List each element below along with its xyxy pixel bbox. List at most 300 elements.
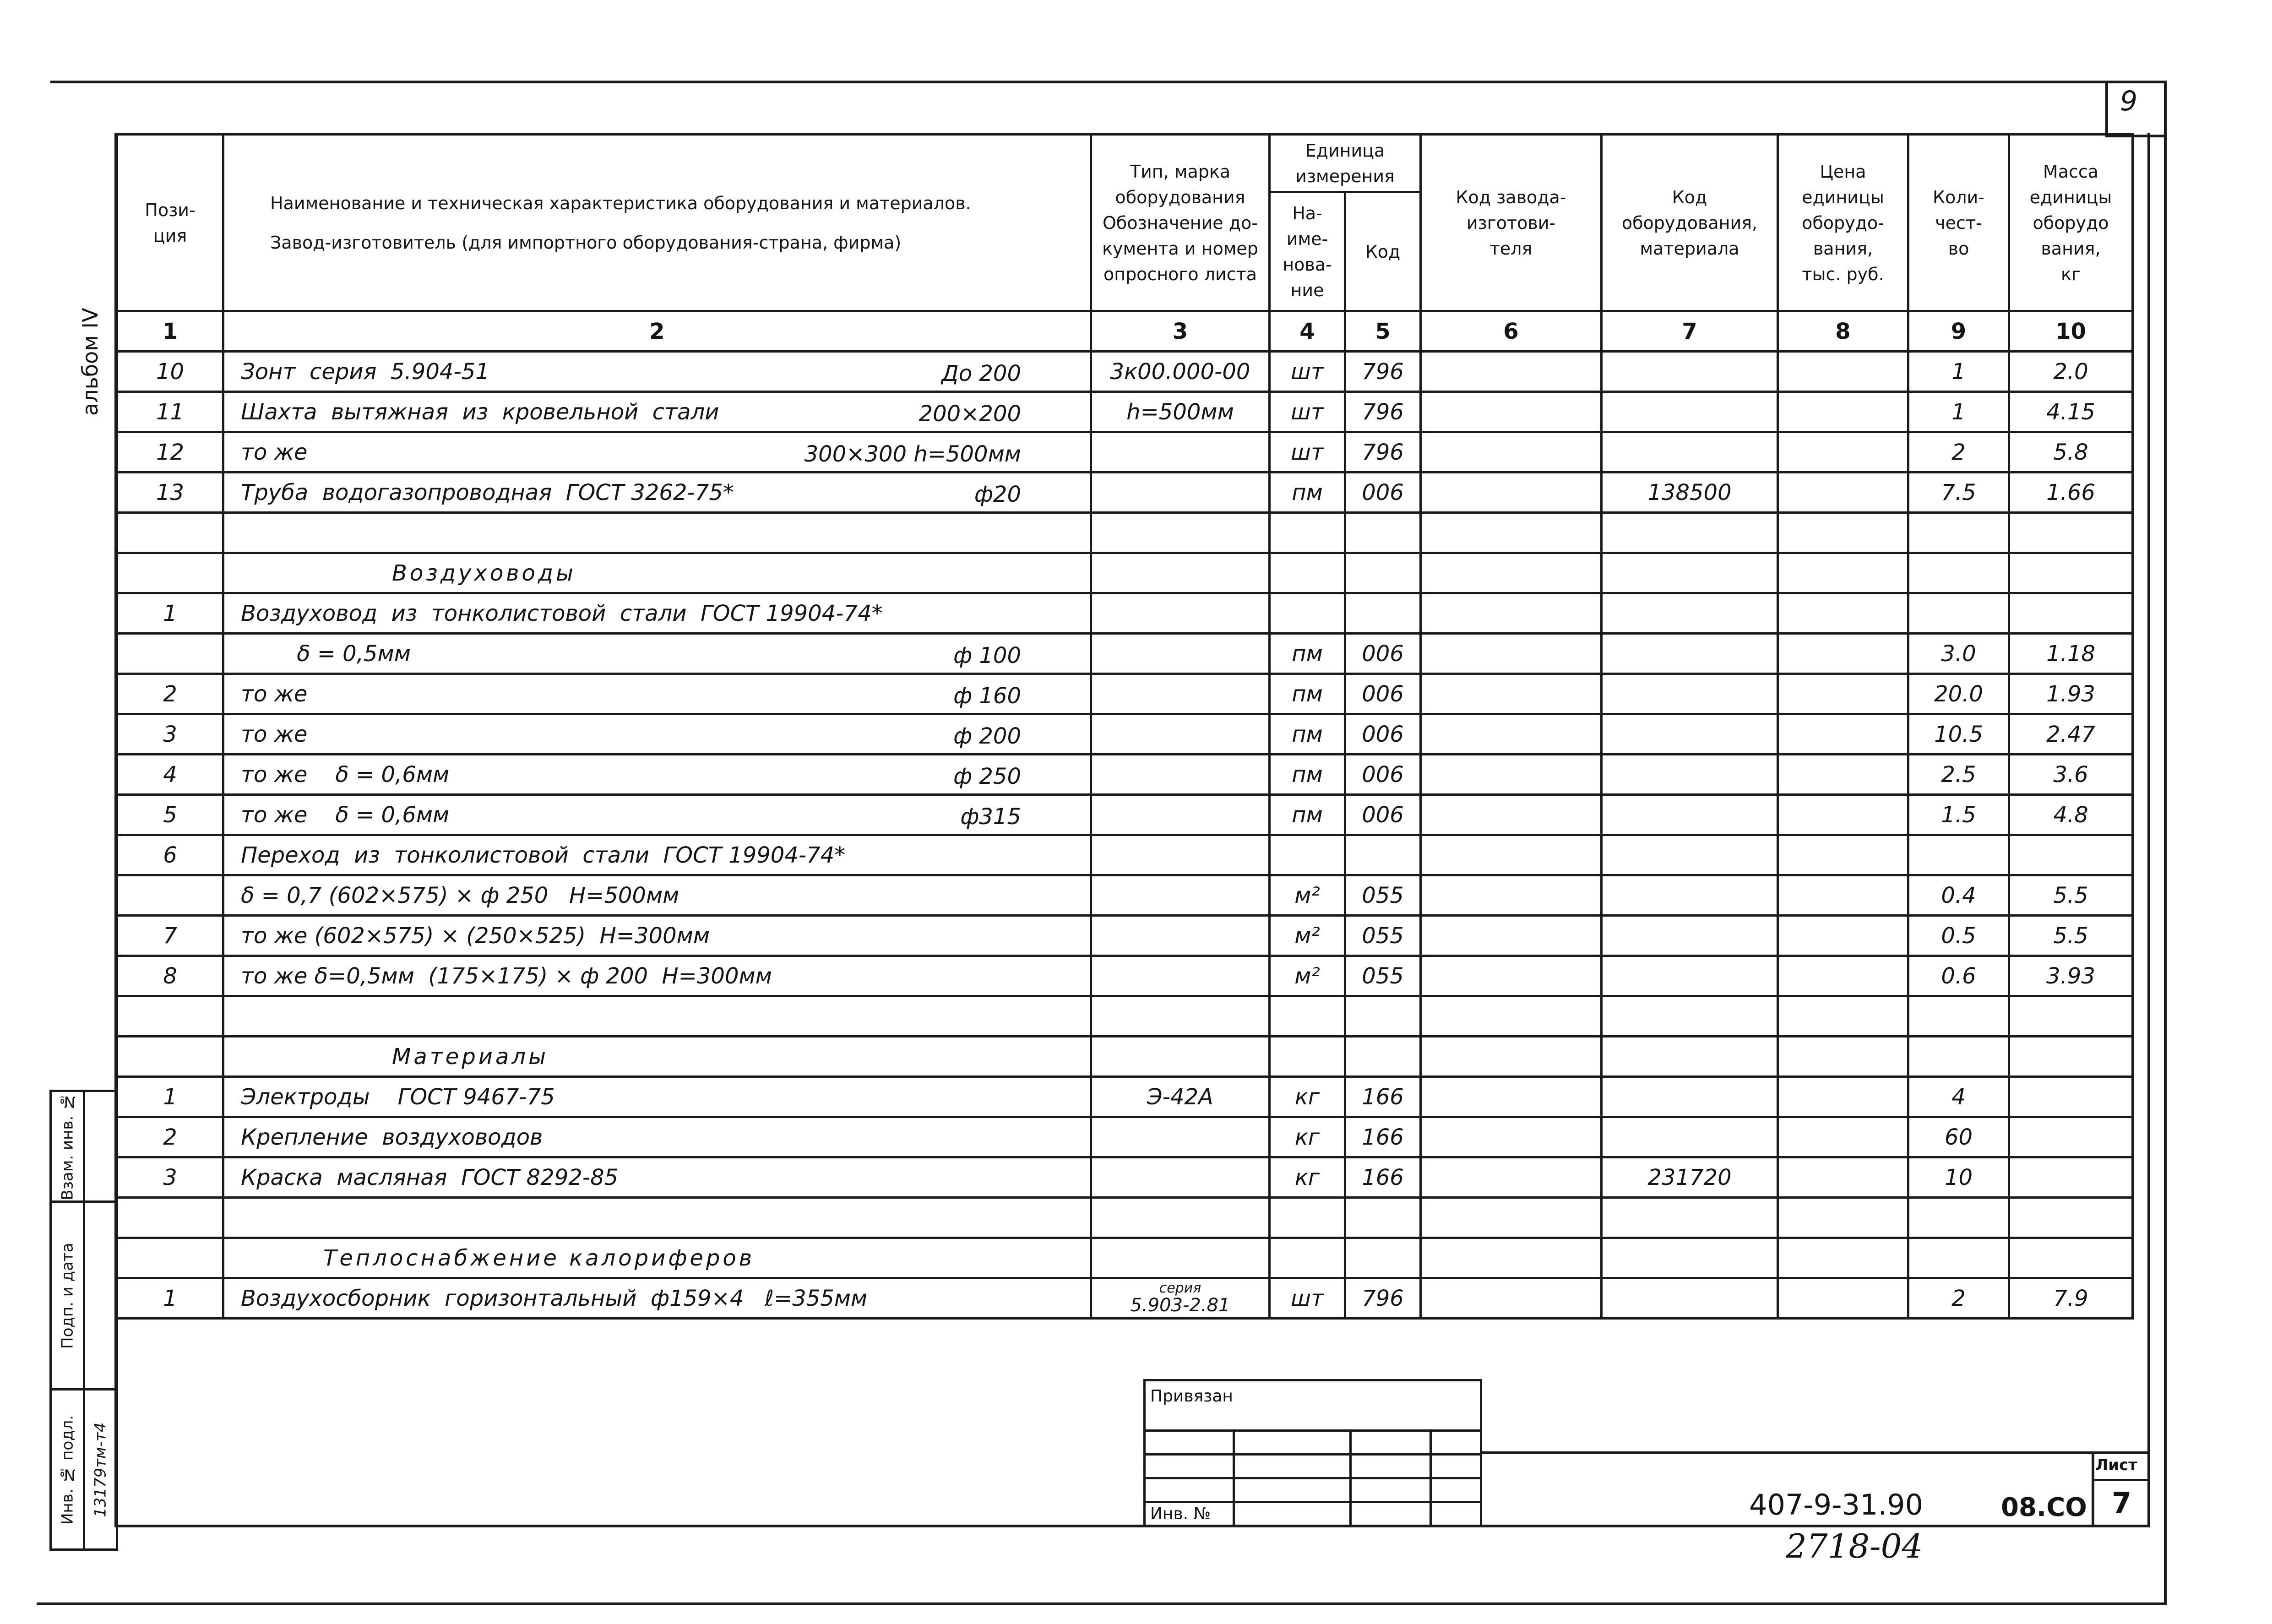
row-name-right: 200×200	[919, 401, 1021, 427]
attached-label: Привязан	[1145, 1380, 1481, 1431]
row-name-text: то же δ = 0,6мм	[241, 802, 450, 828]
row-name	[223, 1238, 1091, 1278]
row-name	[223, 714, 1091, 755]
row-type	[1091, 795, 1270, 835]
row-qty: 10	[1908, 1157, 2009, 1198]
row-type	[1091, 1198, 1270, 1238]
row-type	[1091, 956, 1270, 996]
row-mass	[2009, 835, 2133, 875]
row-code: 796	[1345, 432, 1421, 473]
row-qty: 2	[1908, 432, 2009, 473]
row-pos: 1	[117, 593, 223, 634]
section-title: Теплоснабжение калориферов	[323, 1245, 755, 1271]
row-qty	[1908, 593, 2009, 634]
row-mass: 7.9	[2009, 1278, 2133, 1319]
row-plant-code	[1421, 755, 1602, 795]
row-mass: 1.66	[2009, 473, 2133, 513]
sheet-box-divider	[2092, 1479, 2147, 1481]
row-mass	[2009, 553, 2133, 593]
row-pos: 11	[117, 392, 223, 432]
row-type	[1091, 674, 1270, 714]
row-name	[223, 392, 1091, 432]
row-plant-code	[1421, 593, 1602, 634]
table-row	[117, 956, 2133, 996]
row-plant-code	[1421, 473, 1602, 513]
row-code: 796	[1345, 1278, 1421, 1319]
row-unit: пм	[1270, 634, 1345, 674]
row-pos: 7	[117, 916, 223, 956]
row-code	[1345, 835, 1421, 875]
row-mass	[2009, 1037, 2133, 1077]
row-plant-code	[1421, 1037, 1602, 1077]
row-mass	[2009, 1157, 2133, 1198]
row-pos: 1	[117, 1077, 223, 1117]
row-equip-code	[1602, 1198, 1778, 1238]
left-stamp-replace: Взам. инв. №	[51, 1091, 84, 1202]
row-name	[223, 634, 1091, 674]
row-name-text: Переход из тонколистовой стали ГОСТ 19904-74*	[241, 842, 846, 868]
table-row	[117, 755, 2133, 795]
row-plant-code	[1421, 1117, 1602, 1157]
row-qty: 1.5	[1908, 795, 2009, 835]
row-plant-code	[1421, 996, 1602, 1037]
row-pos	[117, 553, 223, 593]
row-pos	[117, 1238, 223, 1278]
row-type	[1091, 996, 1270, 1037]
sheet-number: 7	[2112, 1486, 2132, 1520]
row-code: 055	[1345, 916, 1421, 956]
row-equip-code	[1602, 755, 1778, 795]
top-frame-line	[50, 81, 2166, 83]
row-pos: 12	[117, 432, 223, 473]
row-pos: 1	[117, 1278, 223, 1319]
row-type-text: h=500мм	[1126, 399, 1234, 425]
row-price	[1778, 755, 1908, 795]
row-type	[1091, 755, 1270, 795]
row-mass: 2.47	[2009, 714, 2133, 755]
header-equip-code: Код оборудования, материала	[1602, 135, 1778, 311]
row-type	[1091, 593, 1270, 634]
specification-table	[116, 133, 2134, 1497]
row-code: 006	[1345, 473, 1421, 513]
row-qty: 4	[1908, 1077, 2009, 1117]
row-plant-code	[1421, 795, 1602, 835]
row-mass: 3.6	[2009, 755, 2133, 795]
row-unit: пм	[1270, 795, 1345, 835]
table-row	[117, 392, 2133, 432]
table-row	[117, 352, 2133, 392]
left-stamp	[49, 1090, 118, 1551]
corner-sheet-number: 9	[2120, 85, 2138, 117]
header-pos: Пози- ция	[117, 135, 223, 311]
row-name-text: то же δ = 0,6мм	[241, 761, 450, 788]
table-row	[117, 916, 2133, 956]
table-row	[117, 714, 2133, 755]
header-price: Цена единицы оборудо- вания, тыс. руб.	[1778, 135, 1908, 311]
table-row	[117, 1278, 2133, 1319]
row-pos: 10	[117, 352, 223, 392]
row-equip-code	[1602, 714, 1778, 755]
row-mass: 5.5	[2009, 916, 2133, 956]
table-row	[117, 1077, 2133, 1117]
row-name	[223, 1037, 1091, 1077]
row-code: 006	[1345, 674, 1421, 714]
row-name	[223, 795, 1091, 835]
header-name: Наименование и техническая характеристика оборудования и материалов. Завод-изготовитель (для импортного оборудования-страна, фирма)	[223, 135, 1091, 311]
row-plant-code	[1421, 1198, 1602, 1238]
row-plant-code	[1421, 835, 1602, 875]
row-name-text: δ = 0,5мм	[241, 641, 411, 667]
row-unit	[1270, 553, 1345, 593]
row-code	[1345, 996, 1421, 1037]
row-equip-code	[1602, 352, 1778, 392]
row-name	[223, 674, 1091, 714]
row-equip-code	[1602, 835, 1778, 875]
row-type	[1091, 1077, 1270, 1117]
row-mass	[2009, 1238, 2133, 1278]
row-type	[1091, 1238, 1270, 1278]
row-plant-code	[1421, 392, 1602, 432]
row-qty	[1908, 553, 2009, 593]
row-mass	[2009, 513, 2133, 553]
row-type	[1091, 432, 1270, 473]
row-price	[1778, 432, 1908, 473]
doc-code: 407-9-31.90	[1749, 1488, 1924, 1521]
table-row	[117, 1238, 2133, 1278]
row-price	[1778, 593, 1908, 634]
row-plant-code	[1421, 1077, 1602, 1117]
colnum-1: 1	[117, 311, 223, 352]
row-unit: шт	[1270, 432, 1345, 473]
left-stamp-inv-orig: Инв. № подл.	[51, 1390, 84, 1550]
row-qty: 10.5	[1908, 714, 2009, 755]
row-code: 166	[1345, 1117, 1421, 1157]
header-unit-name: На- име- нова- ние	[1270, 192, 1345, 311]
row-unit	[1270, 1198, 1345, 1238]
row-qty	[1908, 513, 2009, 553]
row-name-right: ф315	[960, 804, 1021, 830]
row-unit	[1270, 835, 1345, 875]
title-block-top-line	[1482, 1451, 2149, 1454]
row-pos	[117, 1198, 223, 1238]
row-name-right: До 200	[941, 361, 1021, 386]
row-mass: 2.0	[2009, 352, 2133, 392]
row-name	[223, 473, 1091, 513]
row-type	[1091, 513, 1270, 553]
row-qty: 1	[1908, 392, 2009, 432]
row-qty: 60	[1908, 1117, 2009, 1157]
table-row	[117, 835, 2133, 875]
row-plant-code	[1421, 513, 1602, 553]
row-code	[1345, 1037, 1421, 1077]
header-qty: Коли- чест- во	[1908, 135, 2009, 311]
row-unit	[1270, 1037, 1345, 1077]
row-pos: 2	[117, 1117, 223, 1157]
row-qty	[1908, 996, 2009, 1037]
row-type	[1091, 1037, 1270, 1077]
row-price	[1778, 795, 1908, 835]
row-plant-code	[1421, 916, 1602, 956]
row-mass	[2009, 1117, 2133, 1157]
row-price	[1778, 1037, 1908, 1077]
row-name	[223, 352, 1091, 392]
row-equip-code	[1602, 996, 1778, 1037]
row-pos: 2	[117, 674, 223, 714]
table-row	[117, 875, 2133, 916]
right-frame-line	[2164, 81, 2167, 1605]
row-equip-code	[1602, 634, 1778, 674]
row-qty: 3.0	[1908, 634, 2009, 674]
row-type	[1091, 1117, 1270, 1157]
row-unit	[1270, 996, 1345, 1037]
row-unit: пм	[1270, 755, 1345, 795]
row-code: 166	[1345, 1157, 1421, 1198]
row-price	[1778, 634, 1908, 674]
row-name-text: то же δ=0,5мм (175×175) × ф 200 Н=300мм	[241, 963, 772, 989]
row-name	[223, 916, 1091, 956]
row-pos	[117, 634, 223, 674]
row-mass: 5.5	[2009, 875, 2133, 916]
row-pos: 4	[117, 755, 223, 795]
row-price	[1778, 1117, 1908, 1157]
colnum-8: 8	[1778, 311, 1908, 352]
row-mass: 4.8	[2009, 795, 2133, 835]
row-plant-code	[1421, 875, 1602, 916]
left-stamp-sign-date: Подп. и дата	[51, 1202, 84, 1390]
table-row	[117, 795, 2133, 835]
inv-label: Инв. №	[1145, 1502, 1234, 1526]
row-price	[1778, 392, 1908, 432]
row-unit: м²	[1270, 875, 1345, 916]
row-qty: 0.5	[1908, 916, 2009, 956]
row-unit: пм	[1270, 473, 1345, 513]
row-price	[1778, 1077, 1908, 1117]
row-name	[223, 1278, 1091, 1319]
row-name-text: то же	[241, 681, 308, 707]
row-plant-code	[1421, 352, 1602, 392]
row-code	[1345, 1198, 1421, 1238]
row-type	[1091, 553, 1270, 593]
row-name-text: Крепление воздуховодов	[241, 1124, 543, 1150]
row-code: 006	[1345, 714, 1421, 755]
row-name	[223, 755, 1091, 795]
row-name-right: ф 100	[953, 643, 1021, 668]
row-equip-code	[1602, 553, 1778, 593]
row-name-text: Воздуховод из тонколистовой стали ГОСТ 19904-74*	[241, 600, 883, 626]
row-mass: 3.93	[2009, 956, 2133, 996]
row-plant-code	[1421, 634, 1602, 674]
header-type: Тип, марка оборудования Обозначение до- кумента и номер опросного листа	[1091, 135, 1270, 311]
row-pos	[117, 513, 223, 553]
table-empty-footer	[117, 1319, 2133, 1497]
row-price	[1778, 714, 1908, 755]
row-name-text: Краска масляная ГОСТ 8292-85	[241, 1164, 619, 1190]
row-type-text: Э-42А	[1147, 1084, 1213, 1110]
row-price	[1778, 473, 1908, 513]
row-pos: 3	[117, 1157, 223, 1198]
row-unit	[1270, 1238, 1345, 1278]
row-name	[223, 875, 1091, 916]
row-qty	[1908, 1238, 2009, 1278]
row-code: 055	[1345, 875, 1421, 916]
row-qty: 1	[1908, 352, 2009, 392]
row-qty: 7.5	[1908, 473, 2009, 513]
row-price	[1778, 553, 1908, 593]
table-row	[117, 473, 2133, 513]
row-pos	[117, 875, 223, 916]
row-name-text: то же	[241, 439, 308, 465]
row-name	[223, 1117, 1091, 1157]
row-qty: 0.4	[1908, 875, 2009, 916]
row-equip-code	[1602, 1238, 1778, 1278]
row-name-text: δ = 0,7 (602×575) × ф 250 Н=500мм	[241, 882, 679, 908]
colnum-2: 2	[223, 311, 1091, 352]
table-row	[117, 1117, 2133, 1157]
table-right-line	[2147, 133, 2150, 1527]
row-unit: пм	[1270, 714, 1345, 755]
row-name	[223, 1157, 1091, 1198]
sheet-label: Лист	[2095, 1456, 2137, 1474]
row-pos: 3	[117, 714, 223, 755]
left-stamp-inv-value: 13179тм-т4	[84, 1390, 117, 1550]
row-code	[1345, 1238, 1421, 1278]
row-equip-code	[1602, 513, 1778, 553]
row-code: 006	[1345, 755, 1421, 795]
row-equip-code	[1602, 674, 1778, 714]
row-pos: 6	[117, 835, 223, 875]
row-pos: 5	[117, 795, 223, 835]
row-qty: 20.0	[1908, 674, 2009, 714]
row-code	[1345, 553, 1421, 593]
row-price	[1778, 996, 1908, 1037]
row-mass: 1.18	[2009, 634, 2133, 674]
row-unit: м²	[1270, 956, 1345, 996]
row-code: 166	[1345, 1077, 1421, 1117]
row-price	[1778, 513, 1908, 553]
row-name	[223, 432, 1091, 473]
colnum-5: 5	[1345, 311, 1421, 352]
row-type	[1091, 352, 1270, 392]
row-mass	[2009, 593, 2133, 634]
row-plant-code	[1421, 553, 1602, 593]
row-name-right: ф20	[974, 482, 1021, 507]
row-unit	[1270, 593, 1345, 634]
row-pos: 8	[117, 956, 223, 996]
table-row	[117, 432, 2133, 473]
header-unit: Единица измерения	[1270, 135, 1421, 192]
row-plant-code	[1421, 1157, 1602, 1198]
row-equip-code	[1602, 916, 1778, 956]
row-price	[1778, 352, 1908, 392]
row-equip-code	[1602, 593, 1778, 634]
row-equip-code	[1602, 1278, 1778, 1319]
table-row	[117, 1037, 2133, 1077]
handwritten-number: 2718-04	[1786, 1527, 1923, 1565]
row-name	[223, 835, 1091, 875]
row-type-top: серия	[1159, 1280, 1201, 1296]
row-name-right: 300×300 h=500мм	[804, 441, 1021, 467]
row-price	[1778, 916, 1908, 956]
row-name-right: ф 250	[953, 764, 1021, 789]
row-mass: 4.15	[2009, 392, 2133, 432]
row-mass	[2009, 996, 2133, 1037]
row-type	[1091, 875, 1270, 916]
row-unit: шт	[1270, 1278, 1345, 1319]
row-equip-code	[1602, 1117, 1778, 1157]
section-title: Материалы	[392, 1043, 549, 1070]
row-mass	[2009, 1198, 2133, 1238]
row-equip-code: 231720	[1602, 1157, 1778, 1198]
row-mass	[2009, 1077, 2133, 1117]
row-equip-code	[1602, 1037, 1778, 1077]
row-name	[223, 1198, 1091, 1238]
row-type-text: 3к00.000-00	[1110, 358, 1250, 385]
row-price	[1778, 1238, 1908, 1278]
row-price	[1778, 1198, 1908, 1238]
colnum-7: 7	[1602, 311, 1778, 352]
row-unit: кг	[1270, 1077, 1345, 1117]
row-equip-code	[1602, 956, 1778, 996]
row-code: 796	[1345, 392, 1421, 432]
row-unit: кг	[1270, 1157, 1345, 1198]
row-mass: 1.93	[2009, 674, 2133, 714]
row-name-text: Шахта вытяжная из кровельной стали	[241, 399, 719, 425]
row-qty: 2.5	[1908, 755, 2009, 795]
row-plant-code	[1421, 956, 1602, 996]
table-row	[117, 1198, 2133, 1238]
colnum-6: 6	[1421, 311, 1602, 352]
album-label: альбом IV	[78, 308, 103, 416]
row-pos	[117, 1037, 223, 1077]
row-plant-code	[1421, 674, 1602, 714]
table-row	[117, 1157, 2133, 1198]
row-type	[1091, 714, 1270, 755]
header-unit-code: Код	[1345, 192, 1421, 311]
row-price	[1778, 674, 1908, 714]
row-equip-code	[1602, 875, 1778, 916]
row-unit: шт	[1270, 352, 1345, 392]
row-pos: 13	[117, 473, 223, 513]
table-row	[117, 593, 2133, 634]
row-code	[1345, 513, 1421, 553]
header-plant-code: Код завода- изготови- теля	[1421, 135, 1602, 311]
row-code: 055	[1345, 956, 1421, 996]
row-equip-code: 138500	[1602, 473, 1778, 513]
row-code: 006	[1345, 634, 1421, 674]
row-qty: 2	[1908, 1278, 2009, 1319]
row-name	[223, 593, 1091, 634]
attached-stamp	[1143, 1379, 1482, 1527]
row-mass: 5.8	[2009, 432, 2133, 473]
row-type	[1091, 473, 1270, 513]
table-row	[117, 674, 2133, 714]
table-row	[117, 513, 2133, 553]
row-qty	[1908, 1198, 2009, 1238]
colnum-9: 9	[1908, 311, 2009, 352]
row-type	[1091, 835, 1270, 875]
row-price	[1778, 1157, 1908, 1198]
table-row	[117, 996, 2133, 1037]
row-unit: шт	[1270, 392, 1345, 432]
row-price	[1778, 835, 1908, 875]
row-name	[223, 553, 1091, 593]
row-name-text: Воздухосборник горизонтальный ф159×4 ℓ=355мм	[241, 1285, 868, 1311]
row-name	[223, 1077, 1091, 1117]
row-unit	[1270, 513, 1345, 553]
colnum-3: 3	[1091, 311, 1270, 352]
row-name	[223, 513, 1091, 553]
table-row	[117, 553, 2133, 593]
